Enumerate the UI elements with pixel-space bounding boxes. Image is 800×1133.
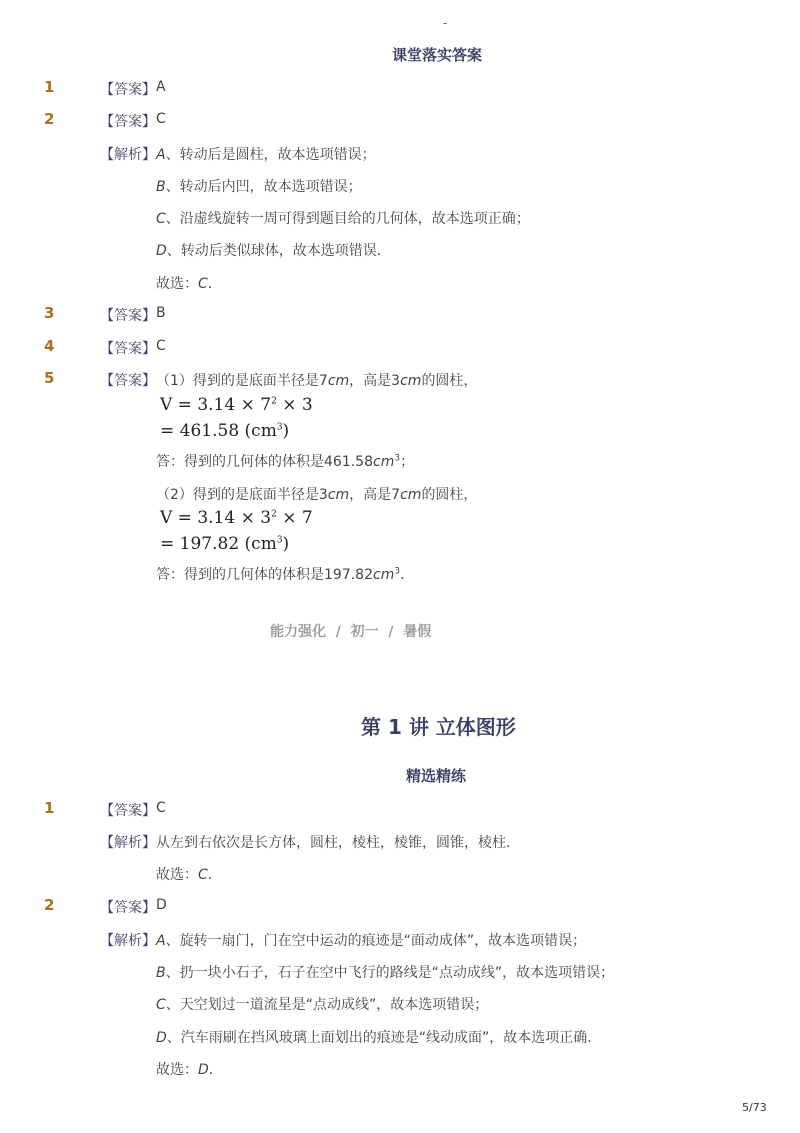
header-dash: -: [443, 16, 448, 30]
analysis-option: C、沿虚线旋转一周可得到题目给的几何体，故本选项正确；: [156, 211, 530, 227]
choose-line: 故选：D．: [156, 1062, 223, 1078]
answer-tag: 【答案】: [100, 373, 156, 389]
equation-line: = 197.82 $(cm^3)$: [160, 534, 290, 554]
answer-value: B: [156, 305, 166, 321]
question-number: 3: [44, 304, 55, 322]
answer-value: C: [156, 111, 166, 127]
answer-tag: 【答案】: [100, 308, 156, 324]
choose-line: 故选：C．: [156, 276, 222, 292]
analysis-option: A、旋转一扇门，门在空中运动的痕迹是“面动成体”，故本选项错误；: [156, 933, 587, 949]
answer-value: A: [156, 79, 166, 95]
solution-line: （2）得到的是底面半径是3cm，高是7cm的圆柱，: [156, 487, 478, 503]
analysis-option: A、转动后是圆柱，故本选项错误；: [156, 147, 376, 163]
analysis-tag: 【解析】: [100, 835, 156, 851]
analysis-option: B、转动后内凹，故本选项错误；: [156, 179, 362, 195]
answer-value: D: [156, 897, 167, 913]
equation-line: = 461.58 $(cm^3)$: [160, 421, 290, 441]
answer-tag: 【答案】: [100, 341, 156, 357]
answer-tag: 【答案】: [100, 803, 156, 819]
lecture-title: 第 1 讲 立体图形: [361, 715, 516, 739]
analysis-option: C、天空划过一道流星是“点动成线”，故本选项错误；: [156, 997, 489, 1013]
answer-tag: 【答案】: [100, 82, 156, 98]
question-number: 1: [44, 78, 55, 96]
page-number: 5/73: [742, 1101, 767, 1114]
answer-tag: 【答案】: [100, 900, 156, 916]
question-number: 2: [44, 896, 55, 914]
result-line: 答：得到的几何体的体积是$197.82cm^3$．: [156, 566, 415, 583]
analysis-option: D、汽车雨刷在挡风玻璃上面划出的痕迹是“线动成面”，故本选项正确．: [156, 1030, 602, 1046]
analysis-text: 从左到右依次是长方体，圆柱，棱柱，棱锥，圆锥，棱柱．: [156, 835, 520, 851]
result-line: 答：得到的几何体的体积是$461.58cm^3$；: [156, 453, 415, 470]
answer-tag: 【答案】: [100, 114, 156, 130]
question-number: 1: [44, 799, 55, 817]
question-number: 2: [44, 110, 55, 128]
choose-line: 故选：C．: [156, 867, 222, 883]
solution-line: （1）得到的是底面半径是7cm，高是3cm的圆柱，: [156, 373, 478, 389]
equation-line: $V = 3.14 \times 3^2 \times 7$: [160, 508, 313, 528]
analysis-tag: 【解析】: [100, 147, 156, 163]
analysis-option: B、扔一块小石子，石子在空中飞行的路线是“点动成线”，故本选项错误；: [156, 965, 615, 981]
answer-value: C: [156, 338, 166, 354]
equation-line: $V = 3.14 \times 7^2 \times 3$: [160, 395, 313, 415]
section-title: 课堂落实答案: [392, 46, 483, 64]
analysis-tag: 【解析】: [100, 933, 156, 949]
answer-value: C: [156, 800, 166, 816]
running-footer: 能力强化 / 初一 / 暑假: [270, 624, 432, 640]
question-number: 5: [44, 369, 55, 387]
analysis-option: D、转动后类似球体，故本选项错误．: [156, 243, 391, 259]
question-number: 4: [44, 337, 55, 355]
section-title: 精选精练: [406, 767, 467, 785]
